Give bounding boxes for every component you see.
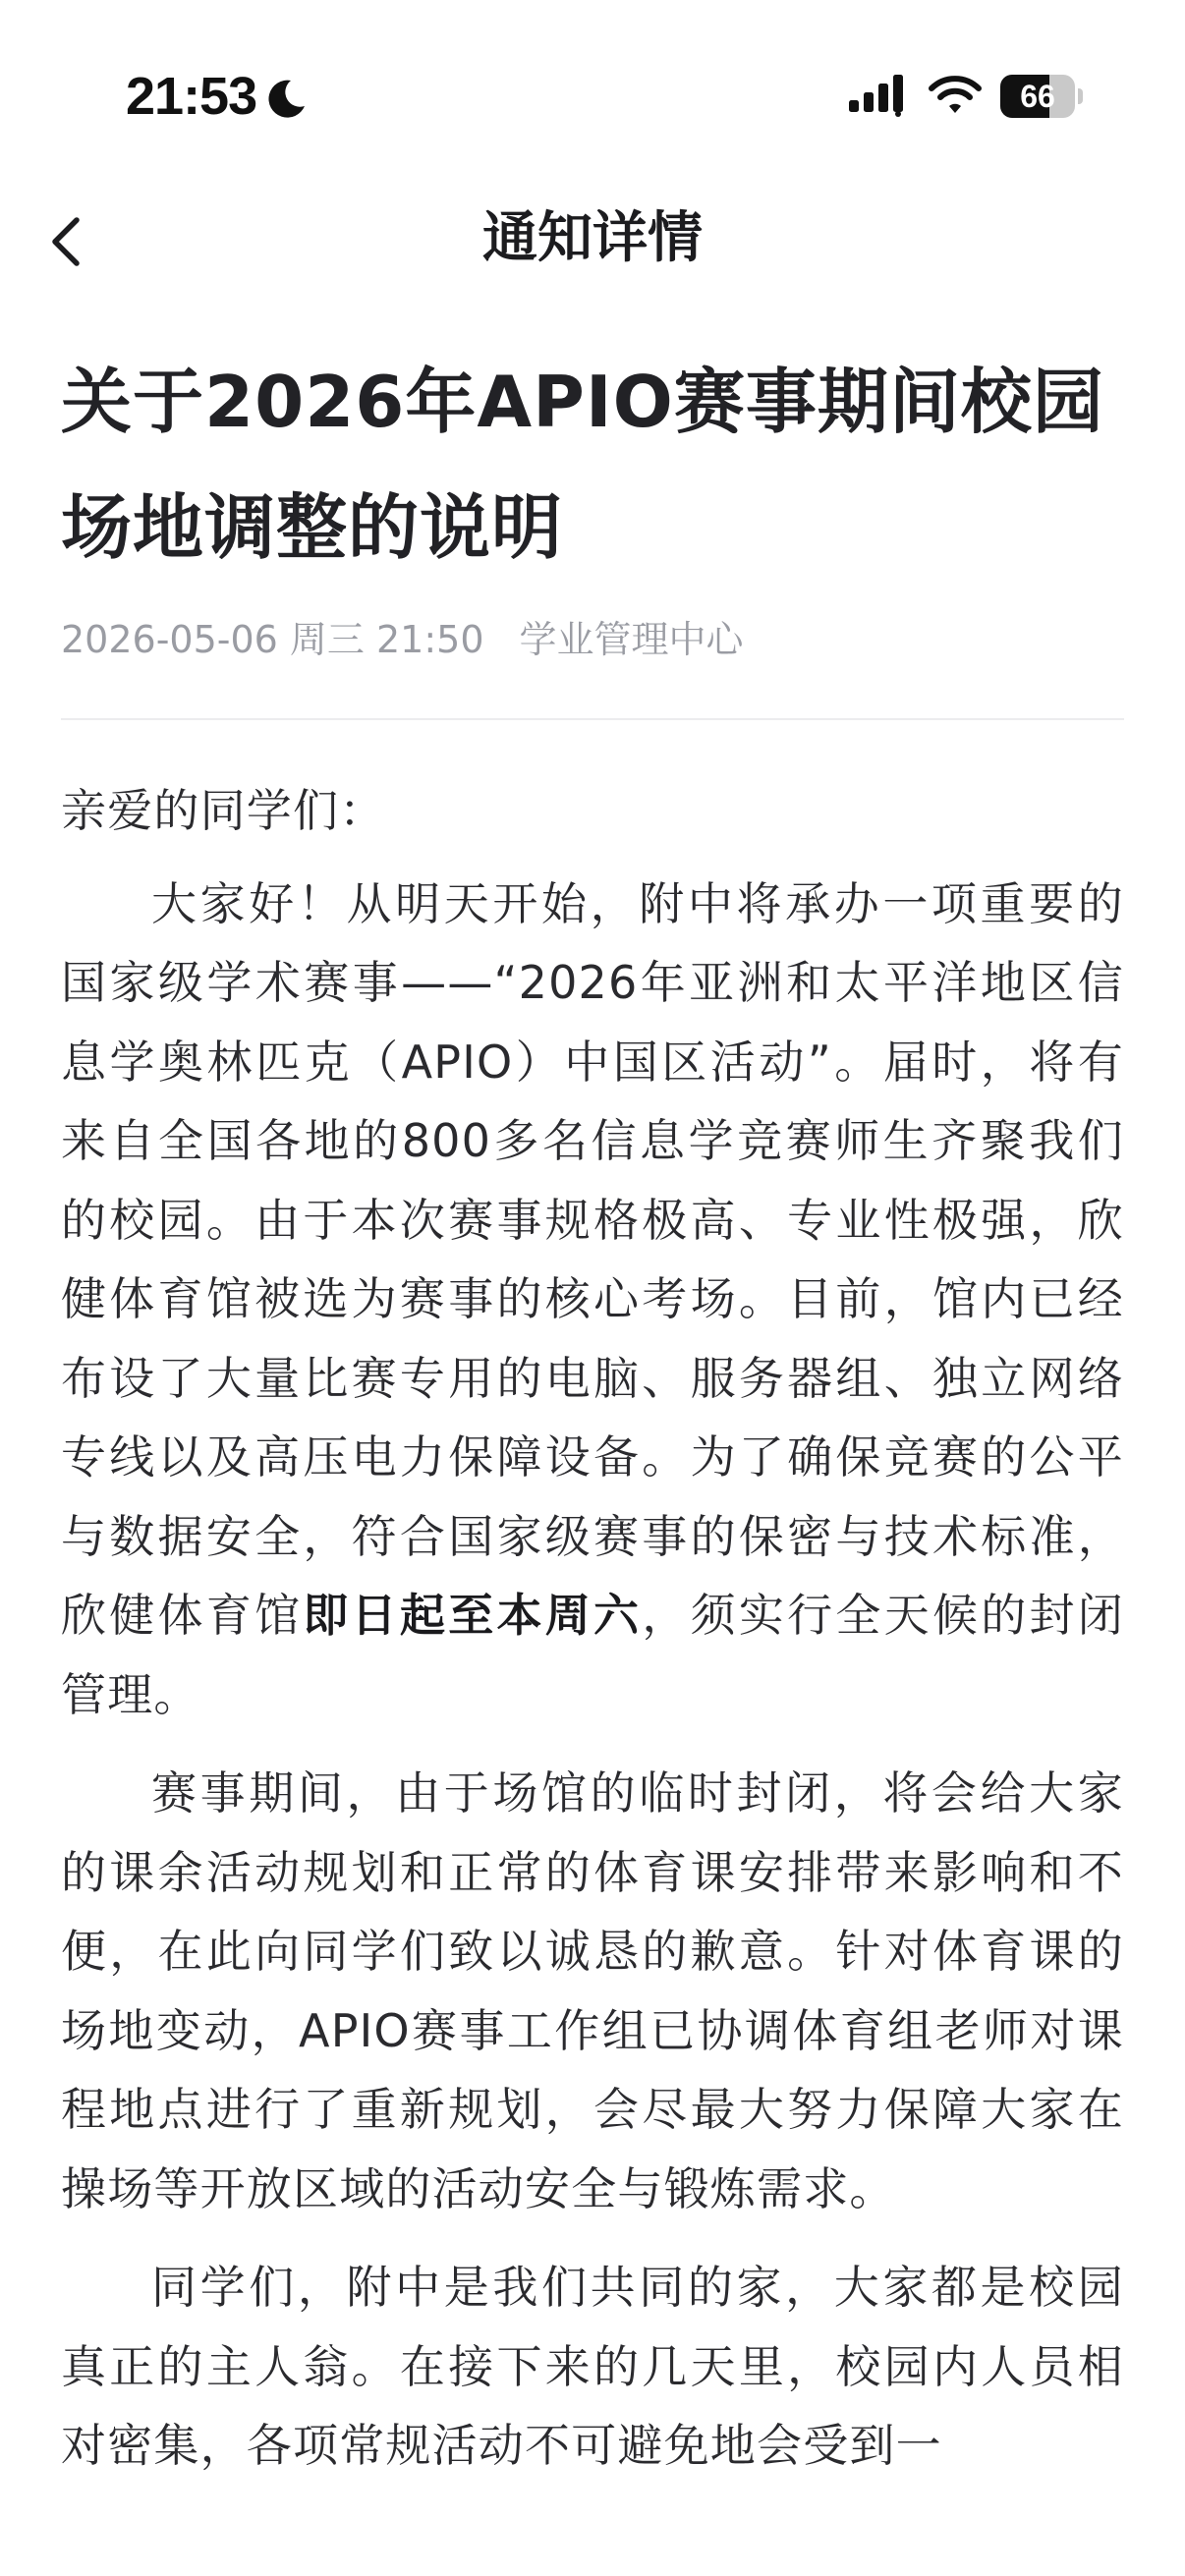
article — [61, 339, 1124, 2505]
battery-body — [1000, 75, 1075, 118]
moon-icon — [265, 77, 309, 120]
divider — [61, 718, 1124, 720]
status-bar — [0, 0, 1185, 187]
battery-tip — [1078, 88, 1083, 104]
paragraph-3: 同学们，附中是我们共同的家，大家都是校园真正的主人翁。在接下来的几天里，校园内人员相对密集，各项常规活动不可避免地会受到一 — [61, 2261, 1124, 2472]
battery-level: 66 — [1020, 79, 1055, 114]
battery-icon — [1000, 75, 1083, 118]
nav-title: 通知详情 — [482, 206, 703, 270]
article-meta — [61, 610, 1124, 669]
publish-date: 2026-05-06 周三 21:50 — [61, 618, 484, 661]
signal-icon — [849, 75, 908, 118]
article-title: 关于2026年APIO赛事期间校园场地调整的说明 — [61, 361, 1104, 569]
paragraph-2: 赛事期间，由于场馆的临时封闭，将会给大家的课余活动规划和正常的体育课安排带来影响和不便，在此向同学们致以诚恳的歉意。针对体育课的场地变动，APIO赛事工作组已协调体育组老师对课程地点进行了重新规划，会尽最大努力保障大家在操场等开放区域的活动安全与锻炼需求。 — [61, 1766, 1124, 2215]
paragraph-1-text: 大家好！从明天开始，附中将承办一项重要的国家级学术赛事——“2026年亚洲和太平洋地区信息学奥林匹克（APIO）中国区活动”。届时，将有来自全国各地的800多名信息学竞赛师生齐聚我们的校园。由于本次赛事规格极高、专业性极强，欣健体育馆被选为赛事的核心考场。目前，馆内已经布设了大量比赛专用的电脑、服务器组、独立网络专线以及高压电力保障设备。为了确保竞赛的公平与数据安全，符合国家级赛事的保密与技术标准，欣健体育馆 — [61, 876, 1124, 1642]
paragraph-1-emphasis: 即日起至本周六 — [303, 1589, 643, 1642]
publisher-department: 学业管理中心 — [519, 618, 744, 661]
wifi-icon — [928, 73, 983, 116]
article-content — [61, 771, 1124, 2486]
greeting: 亲爱的同学们： — [61, 784, 386, 837]
nav-bar — [0, 187, 1185, 295]
status-time: 21:53 — [126, 67, 257, 126]
paragraph-1-end: ，须实行全天候的封闭管理。 — [61, 1589, 1125, 1721]
paragraph-1 — [61, 865, 1124, 1735]
